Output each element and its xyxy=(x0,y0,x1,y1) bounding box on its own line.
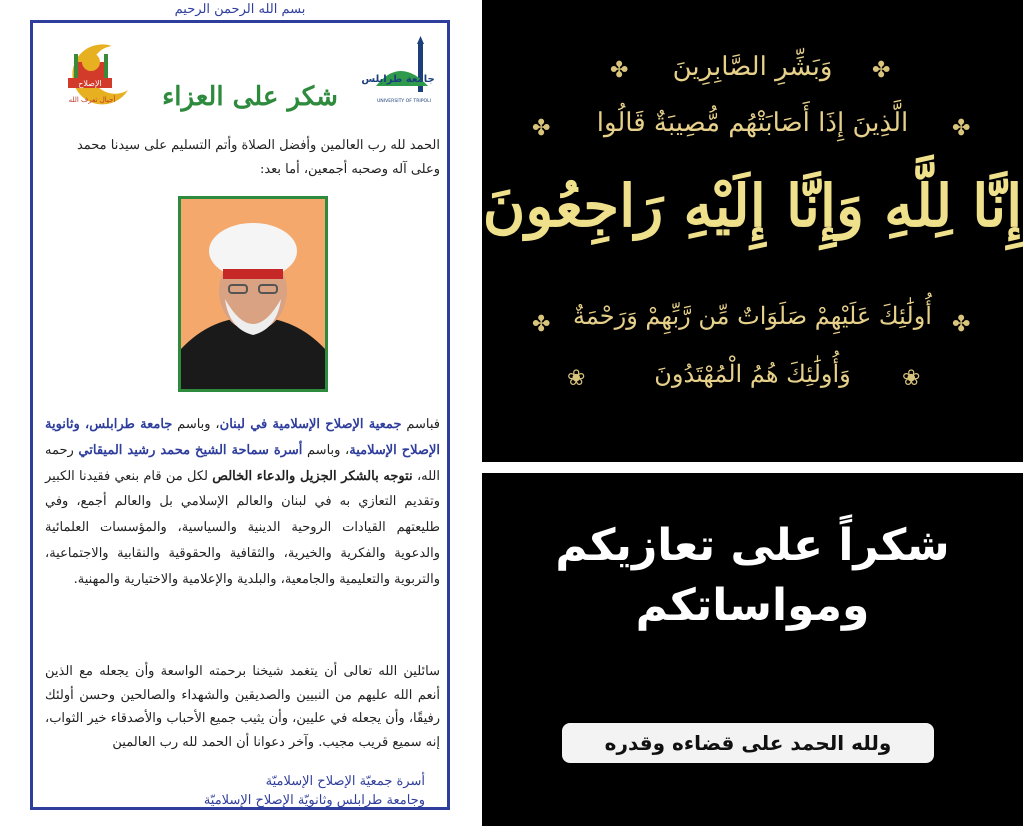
verse-panel xyxy=(482,0,1023,462)
ornament-icon: ✤ xyxy=(952,116,971,141)
signature xyxy=(160,772,425,810)
p3-text-b: ، وباسم xyxy=(172,417,220,432)
tripoli-university-logo xyxy=(361,36,438,116)
ornament-icon: ✤ xyxy=(532,312,551,337)
ornament-icon: ❀ xyxy=(567,366,586,391)
org-islah: جمعية الإصلاح الإسلامية في لبنان xyxy=(219,417,402,432)
thanks-line-1: شكراً على تعازيكم xyxy=(555,520,950,571)
verse-line-5: وَأُولَٰئِكَ هُمُ الْمُهْتَدُونَ xyxy=(654,360,851,388)
p3-text-e: لكل من قام بنعي فقيدنا الكبير وتقديم التعازي به في لبنان والعالم الإسلامي بل والعالم أجمع، وفي طليعتهم القيادات الروحية الدينية والسياسية، والمؤسسات العلمائية والدعوية والفكرية والخيرية، والثقافية والحقوقية والنقابية والاجتماعية، والتربوية والتعليمية والجامعية، والبلدية والإعلامية والاختيارية والمهنية. xyxy=(45,468,440,587)
ornament-icon: ✤ xyxy=(532,116,551,141)
ornament-icon: ✤ xyxy=(952,312,971,337)
intro-line-1: الحمد لله رب العالمين وأفضل الصلاة وأتم التسليم على سيدنا محمد xyxy=(76,138,440,153)
ornament-icon: ❀ xyxy=(902,366,921,391)
sheikh-portrait xyxy=(178,196,328,392)
condolence-card xyxy=(0,0,465,826)
p3-text-a: فباسم xyxy=(401,417,440,432)
signature-line-2: وجامعة طرابلس وثانويّة الإصلاح الإسلاميّة xyxy=(203,793,425,808)
p3-text-c: ، وباسم xyxy=(302,442,350,458)
intro-line-2: وعلى آله وصحبه أجمعين، أما بعد: xyxy=(259,162,440,177)
org-university: جامعة طرابلس، وثانوية الإصلاح الإسلامية xyxy=(45,417,440,458)
thanks-paragraph xyxy=(45,412,440,593)
thanks-panel xyxy=(482,473,1023,826)
islah-logo xyxy=(62,40,134,112)
islah-logo-name: الإصلاح xyxy=(78,79,102,88)
thanks-phrase: نتوجه بالشكر الجزيل والدعاء الخالص xyxy=(212,468,413,484)
card-title: شكر على العزاء xyxy=(162,82,338,112)
p3-text-d: رحمه الله، xyxy=(45,442,440,484)
tripoli-logo-sub: UNIVERSITY OF TRIPOLI xyxy=(376,99,432,104)
tripoli-logo-name: جامعة طرابلس xyxy=(361,74,435,85)
praise-pill: ولله الحمد على قضاءه وقدره xyxy=(562,723,934,763)
intro-paragraph xyxy=(45,134,440,182)
thanks-line-2: ومواساتكم xyxy=(635,580,870,631)
prayer-paragraph: سائلين الله تعالى أن يتغمد شيخنا برحمته الواسعة وأن يجعله مع الذين أنعم الله عليهم من النبيين والصديقين والشهداء والصالحين وحسن أولئك رفيقًا، وأن يجعله في عليين، وأن يثيب جميع الأحباب والأصدقاء خير الثواب، إنه سميع قريب مجيب. وآخر دعوانا أن الحمد لله رب العالمين xyxy=(45,664,440,750)
verse-line-1: وَبَشِّرِ الصَّابِرِينَ xyxy=(672,52,833,82)
verse-line-4: أُولَٰئِكَ عَلَيْهِمْ صَلَوَاتٌ مِّن رَّبِّهِمْ وَرَحْمَةٌ xyxy=(573,302,932,330)
islah-logo-caption: أجيال تعرف الله xyxy=(68,96,116,104)
verse-line-main: إِنَّا لِلَّهِ وَإِنَّا إِلَيْهِ رَاجِعُونَ xyxy=(482,172,1023,240)
ornament-icon: ✤ xyxy=(610,58,629,83)
family-name: أسرة سماحة الشيخ محمد رشيد الميقاتي xyxy=(78,442,303,458)
verse-line-2: الَّذِينَ إِذَا أَصَابَتْهُم مُّصِيبَةٌ قَالُوا xyxy=(596,108,909,138)
ornament-icon: ✤ xyxy=(872,58,891,83)
signature-line-1: أسرة جمعيّة الإصلاح الإسلاميّة xyxy=(265,774,425,789)
basmala: بسم الله الرحمن الرحيم xyxy=(150,2,330,17)
